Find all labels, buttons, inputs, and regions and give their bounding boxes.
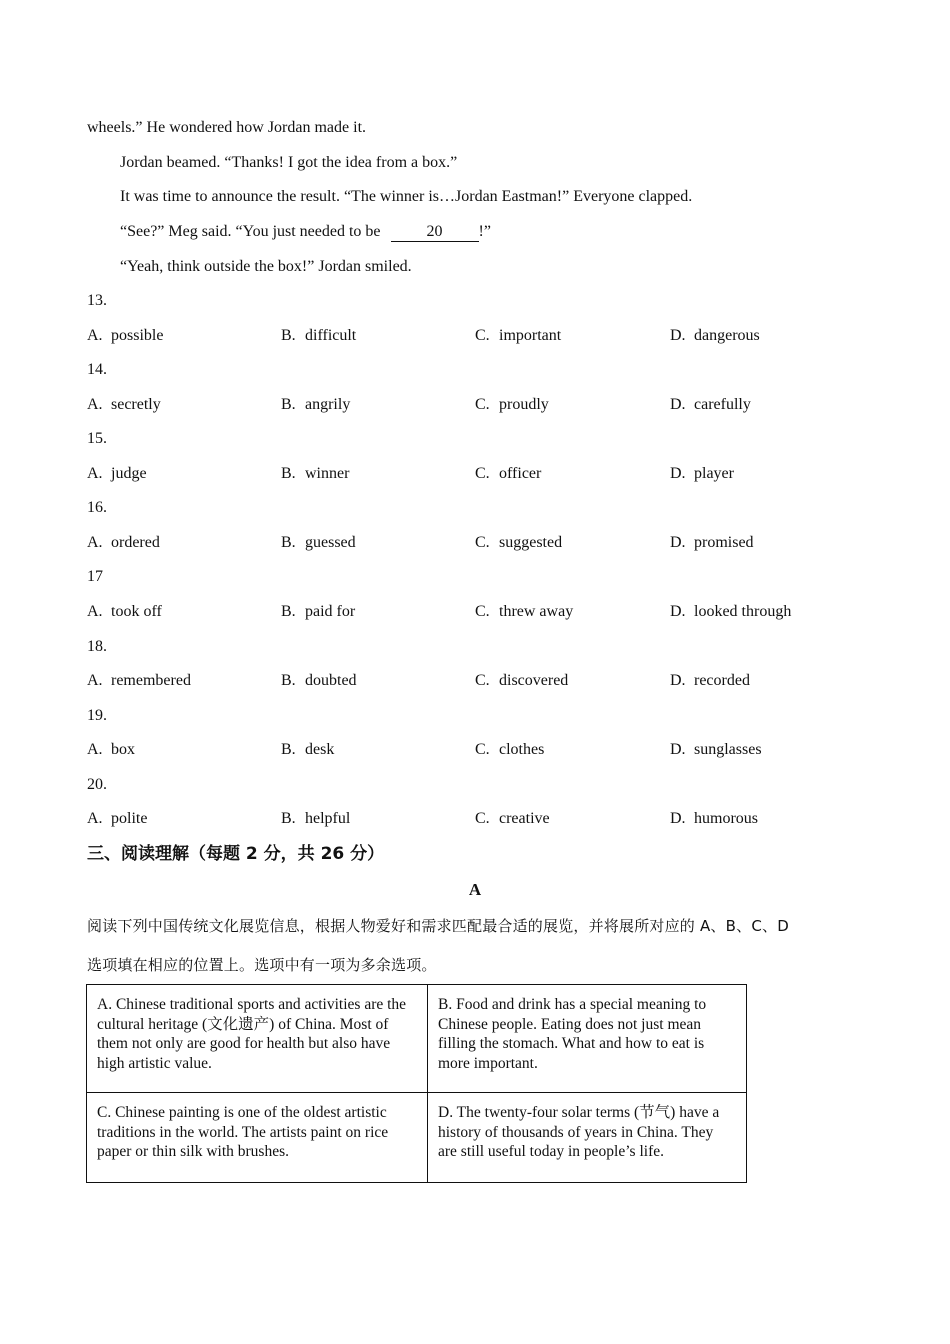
option-b: B. paid for bbox=[281, 603, 356, 620]
option-d: D. sunglasses bbox=[670, 741, 762, 758]
option-d: D. humorous bbox=[670, 810, 758, 827]
option-d: D. carefully bbox=[670, 396, 751, 413]
question-number: 18. bbox=[87, 638, 107, 655]
option-d: D. player bbox=[670, 465, 734, 482]
question-number: 17 bbox=[87, 568, 103, 585]
section-title: 三、阅读理解（每题 2 分，共 26 分） bbox=[87, 844, 385, 864]
question-number: 19. bbox=[87, 707, 107, 724]
option-a: A. secretly bbox=[87, 396, 161, 413]
question-number: 13. bbox=[87, 292, 107, 309]
table-row bbox=[87, 985, 747, 1093]
exhibit-cell-c: C. Chinese painting is one of the oldest artistic traditions in the world. The artists paint on rice paper or thin silk with brushes. bbox=[87, 1093, 428, 1183]
option-a: A. remembered bbox=[87, 672, 191, 689]
question-number: 14. bbox=[87, 361, 107, 378]
option-b: B. angrily bbox=[281, 396, 351, 413]
option-b: B. helpful bbox=[281, 810, 351, 827]
option-a: A. possible bbox=[87, 327, 164, 344]
blank-line-before: “See?” Meg said. “You just needed to be bbox=[120, 223, 381, 240]
option-d: D. looked through bbox=[670, 603, 792, 620]
option-c: C. creative bbox=[475, 810, 550, 827]
story-line: It was time to announce the result. “The winner is…Jordan Eastman!” Everyone clapped. bbox=[120, 188, 693, 205]
option-c: C. important bbox=[475, 327, 562, 344]
option-b: B. desk bbox=[281, 741, 335, 758]
exhibit-table bbox=[86, 984, 747, 1183]
option-a: A. judge bbox=[87, 465, 147, 482]
table-row bbox=[87, 1093, 747, 1183]
answer-blank-20: 20 bbox=[391, 223, 479, 242]
option-d: D. dangerous bbox=[670, 327, 760, 344]
story-line: Jordan beamed. “Thanks! I got the idea from a box.” bbox=[120, 154, 458, 171]
question-number: 16. bbox=[87, 499, 107, 516]
exhibit-cell-b: B. Food and drink has a special meaning to Chinese people. Eating does not just mean filling the stomach. What and how to eat is more important. bbox=[428, 985, 747, 1093]
option-c: C. clothes bbox=[475, 741, 545, 758]
option-a: A. took off bbox=[87, 603, 162, 620]
exhibit-cell-d: D. The twenty-four solar terms (节气) have a history of thousands of years in China. They are still useful today in people’s life. bbox=[428, 1093, 747, 1183]
exhibit-cell-a: A. Chinese traditional sports and activities are the cultural heritage (文化遗产) of China. Most of them not only are good for health but also have high artistic value. bbox=[87, 985, 428, 1093]
option-b: B. guessed bbox=[281, 534, 356, 551]
part-title: A bbox=[468, 880, 482, 899]
option-a: A. polite bbox=[87, 810, 148, 827]
instructions-line: 选项填在相应的位置上。选项中有一项为多余选项。 bbox=[87, 956, 437, 974]
story-line: wheels.” He wondered how Jordan made it. bbox=[87, 119, 367, 136]
option-c: C. proudly bbox=[475, 396, 549, 413]
option-d: D. recorded bbox=[670, 672, 750, 689]
option-a: A. ordered bbox=[87, 534, 160, 551]
question-number: 15. bbox=[87, 430, 107, 447]
story-line: “Yeah, think outside the box!” Jordan smiled. bbox=[120, 258, 412, 275]
instructions-line: 阅读下列中国传统文化展览信息，根据人物爱好和需求匹配最合适的展览，并将展所对应的 A、B、C、D bbox=[87, 917, 789, 935]
option-b: B. doubted bbox=[281, 672, 357, 689]
blank-line-after: !” bbox=[478, 223, 491, 240]
option-b: B. winner bbox=[281, 465, 350, 482]
option-c: C. threw away bbox=[475, 603, 574, 620]
option-b: B. difficult bbox=[281, 327, 357, 344]
option-a: A. box bbox=[87, 741, 135, 758]
question-number: 20. bbox=[87, 776, 107, 793]
option-d: D. promised bbox=[670, 534, 754, 551]
option-c: C. discovered bbox=[475, 672, 569, 689]
option-c: C. suggested bbox=[475, 534, 563, 551]
option-c: C. officer bbox=[475, 465, 542, 482]
story-line-with-blank bbox=[120, 222, 491, 242]
